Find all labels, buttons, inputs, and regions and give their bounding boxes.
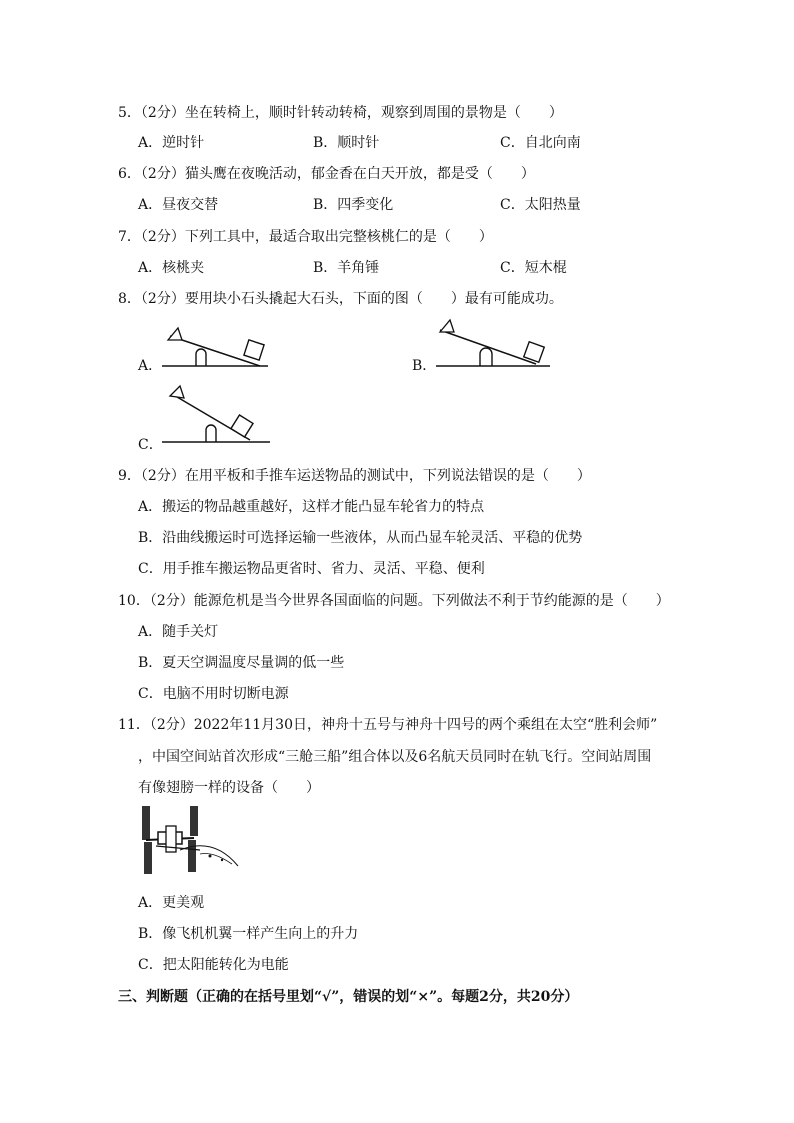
question-6-stem: 6．（2分）猫头鹰在夜晚活动，郁金香在白天开放，都是受（ ） [118,166,535,182]
question-10-option-a[interactable]: A．随手关灯 [138,624,219,640]
section-3-heading: 三、判断题（正确的在括号里划“√”，错误的划“×”。每题2分，共20分） [118,989,579,1005]
question-11-option-c[interactable]: C．把太阳能转化为电能 [138,957,289,973]
lever-figure-b [432,318,552,372]
lever-figure-a-label[interactable]: A． [138,358,163,374]
question-6-option-c[interactable]: C．太阳热量 [500,197,581,213]
question-7-option-b[interactable]: B．羊角锤 [313,260,380,276]
question-9-option-a[interactable]: A．搬运的物品越重越好，这样才能凸显车轮省力的特点 [138,499,485,515]
space-station-illustration [140,804,240,876]
lever-figure-b-label[interactable]: B． [412,358,437,374]
lever-figure-a [160,322,270,372]
question-11-stem-line-3: 有像翅膀一样的设备（ ） [138,780,320,796]
question-6-option-b[interactable]: B．四季变化 [313,197,394,213]
question-10-stem: 10．（2分）能源危机是当今世界各国面临的问题。下列做法不利于节约能源的是（ ） [118,593,670,609]
question-8-stem: 8．（2分）要用块小石头撬起大石头，下面的图（ ）最有可能成功。 [118,291,563,307]
question-10-option-b[interactable]: B．夏天空调温度尽量调的低一些 [138,655,345,671]
question-7-stem: 7．（2分）下列工具中，最适合取出完整核桃仁的是（ ） [118,229,493,245]
lever-figure-c [160,384,272,446]
question-9-stem: 9．（2分）在用平板和手推车运送物品的测试中，下列说法错误的是（ ） [118,468,591,484]
question-7-option-a[interactable]: A．核桃夹 [138,260,205,276]
question-9-option-c[interactable]: C．用手推车搬运物品更省时、省力、灵活、平稳、便利 [138,561,485,577]
question-7-option-c[interactable]: C．短木棍 [500,260,567,276]
question-5-option-a[interactable]: A．逆时针 [138,135,205,151]
lever-figure-c-label[interactable]: C． [138,437,163,453]
question-9-option-b[interactable]: B．沿曲线搬运时可选择运输一些液体，从而凸显车轮灵活、平稳的优势 [138,530,583,546]
question-11-option-b[interactable]: B．像飞机机翼一样产生向上的升力 [138,926,359,942]
question-6-option-a[interactable]: A．昼夜交替 [138,197,219,213]
question-11-option-a[interactable]: A．更美观 [138,895,205,911]
question-11-stem-line-2: ，中国空间站首次形成“三舱三船”组合体以及6名航天员同时在轨飞行。空间站周围 [138,749,652,765]
question-10-option-c[interactable]: C．电脑不用时切断电源 [138,686,289,702]
question-5-option-b[interactable]: B．顺时针 [313,135,380,151]
question-5-option-c[interactable]: C．自北向南 [500,135,581,151]
question-11-stem-line-1: 11．（2分）2022年11月30日，神舟十五号与神舟十四号的两个乘组在太空“胜利会师” [118,717,658,733]
question-5-stem: 5．（2分）坐在转椅上，顺时针转动转椅，观察到周围的景物是（ ） [118,105,563,121]
